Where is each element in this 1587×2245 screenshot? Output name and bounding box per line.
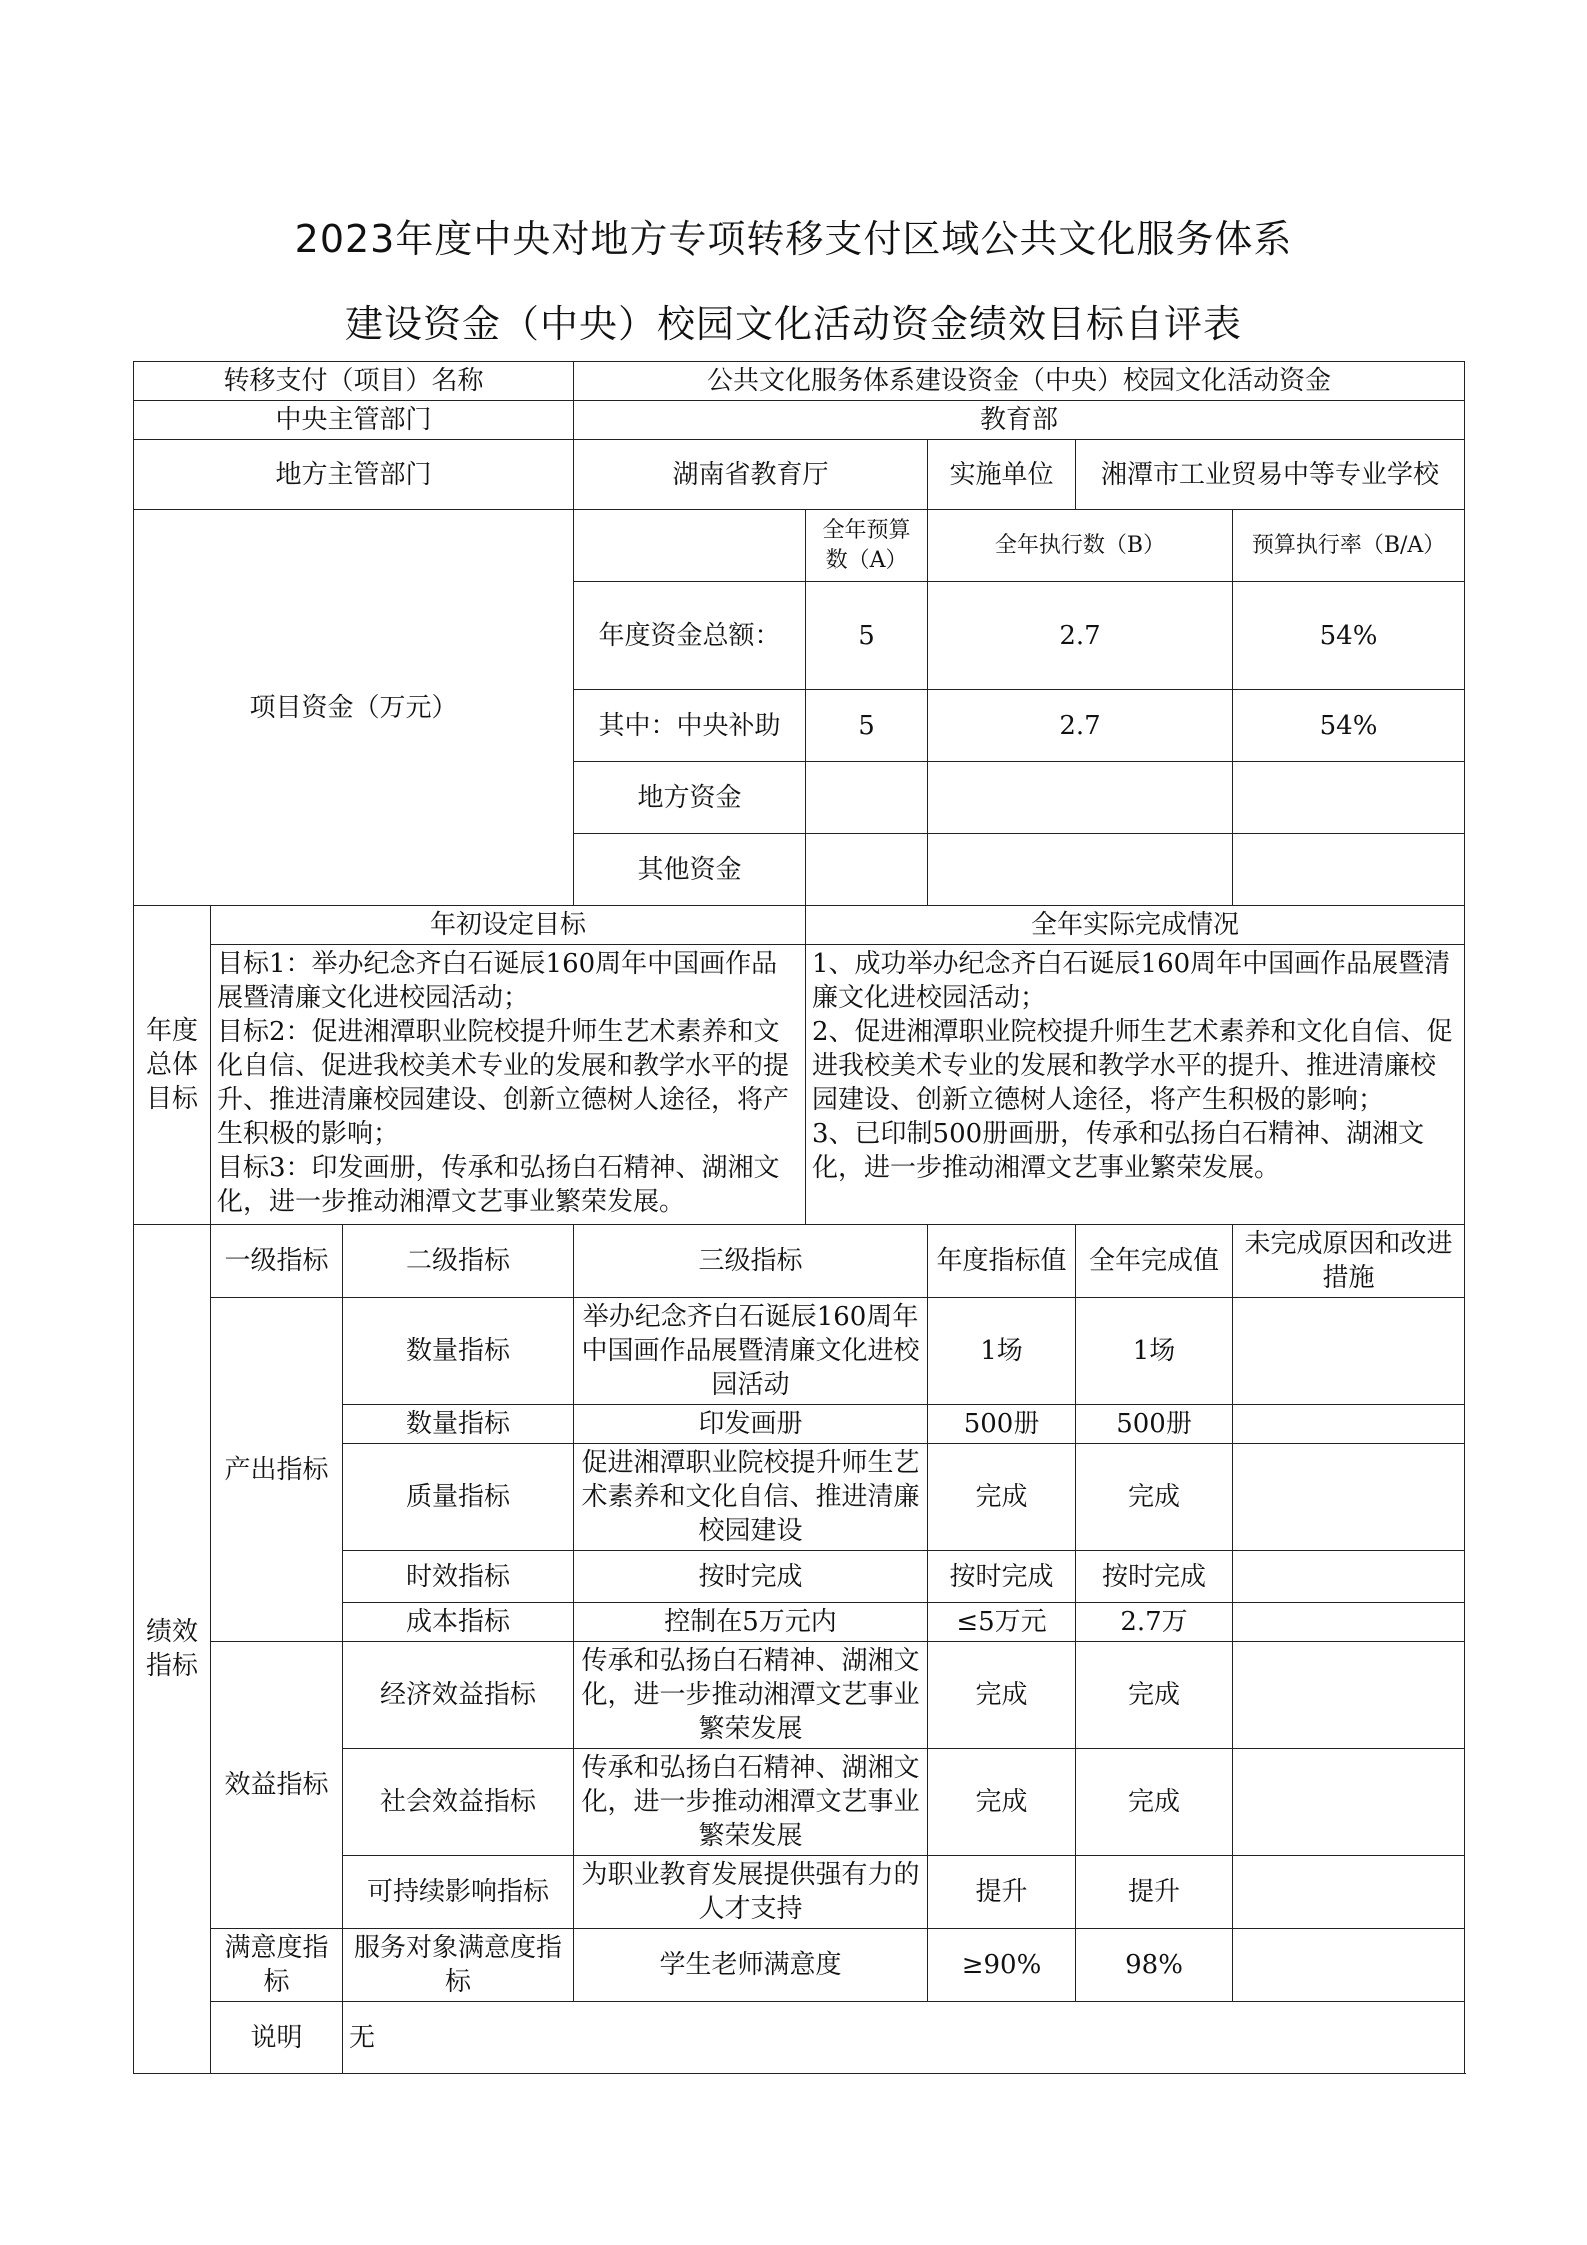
funds-header-blank (574, 510, 806, 582)
indicator-target: 完成 (928, 1749, 1076, 1856)
indicator-l3: 学生老师满意度 (574, 1929, 928, 2002)
funds-col-rate: 预算执行率（B/A） (1233, 510, 1465, 582)
central-dept-label: 中央主管部门 (134, 401, 574, 440)
indicator-target: ≥90% (928, 1929, 1076, 2002)
funds-row-name: 地方资金 (574, 762, 806, 834)
indicator-l2: 数量指标 (343, 1298, 574, 1405)
goals-label: 年度总体目标 (134, 906, 211, 1225)
goals-set-text: 目标1：举办纪念齐白石诞辰160周年中国画作品展暨清廉文化进校园活动； 目标2：促进湘潭职业院校提升师生艺术素养和文化自信、促进我校美术专业的发展和教学水平的提升、推进清廉校园建设、创新立德树人途径，将产生积极的影响； 目标3：印发画册，传承和弘扬白石精神、湖湘文化，进一步推动湘潭文艺事业繁荣发展。 (211, 945, 806, 1225)
indicator-target: 完成 (928, 1444, 1076, 1551)
indicator-target: 提升 (928, 1856, 1076, 1929)
funds-label: 项目资金（万元） (134, 510, 574, 906)
project-name-label: 转移支付（项目）名称 (134, 362, 574, 401)
indicator-l2: 经济效益指标 (343, 1642, 574, 1749)
indicator-l3: 印发画册 (574, 1405, 928, 1444)
funds-row-exec (928, 762, 1233, 834)
indicator-done: 按时完成 (1076, 1551, 1233, 1603)
indicator-reason (1233, 1642, 1465, 1749)
indicator-reason (1233, 1929, 1465, 2002)
funds-row-budget: 5 (806, 582, 928, 690)
indicator-done: 完成 (1076, 1749, 1233, 1856)
indicators-label: 绩效指标 (134, 1225, 211, 2074)
indicator-l2: 时效指标 (343, 1551, 574, 1603)
indicator-group-satisfaction: 满意度指标 (211, 1929, 343, 2002)
indicator-target: 按时完成 (928, 1551, 1076, 1603)
page-title-line-1: 2023年度中央对地方专项转移支付区域公共文化服务体系 (294, 217, 1293, 261)
local-dept-value: 湖南省教育厅 (574, 440, 928, 510)
indicators-col-l1: 一级指标 (211, 1225, 343, 1298)
local-dept-label: 地方主管部门 (134, 440, 574, 510)
indicator-l2: 服务对象满意度指标 (343, 1929, 574, 2002)
notes-label: 说明 (211, 2002, 343, 2074)
funds-row-name: 其中：中央补助 (574, 690, 806, 762)
indicator-l2: 成本指标 (343, 1603, 574, 1642)
indicator-l3: 举办纪念齐白石诞辰160周年中国画作品展暨清廉文化进校园活动 (574, 1298, 928, 1405)
funds-row-budget: 5 (806, 690, 928, 762)
indicator-l2: 可持续影响指标 (343, 1856, 574, 1929)
indicators-col-target: 年度指标值 (928, 1225, 1076, 1298)
indicator-reason (1233, 1444, 1465, 1551)
indicator-target: 500册 (928, 1405, 1076, 1444)
indicator-l3: 为职业教育发展提供强有力的人才支持 (574, 1856, 928, 1929)
indicator-l3: 传承和弘扬白石精神、湖湘文化，进一步推动湘潭文艺事业繁荣发展 (574, 1749, 928, 1856)
funds-row-budget (806, 762, 928, 834)
funds-row-budget (806, 834, 928, 906)
self-evaluation-table (133, 361, 1465, 2074)
impl-unit-label: 实施单位 (928, 440, 1076, 510)
indicators-col-reason: 未完成原因和改进措施 (1233, 1225, 1465, 1298)
goals-actual-text: 1、成功举办纪念齐白石诞辰160周年中国画作品展暨清廉文化进校园活动； 2、促进湘潭职业院校提升师生艺术素养和文化自信、促进我校美术专业的发展和教学水平的提升、推进清廉校园建设、创新立德树人途径，将产生积极的影响； 3、已印制500册画册，传承和弘扬白石精神、湖湘文化，进一步推动湘潭文艺事业繁荣发展。 (806, 945, 1465, 1225)
project-name-value: 公共文化服务体系建设资金（中央）校园文化活动资金 (574, 362, 1465, 401)
indicator-l3: 控制在5万元内 (574, 1603, 928, 1642)
indicator-done: 完成 (1076, 1444, 1233, 1551)
funds-row-name: 其他资金 (574, 834, 806, 906)
indicator-done: 完成 (1076, 1642, 1233, 1749)
funds-col-budget: 全年预算数（A） (806, 510, 928, 582)
funds-row-rate: 54% (1233, 690, 1465, 762)
funds-col-exec: 全年执行数（B） (928, 510, 1233, 582)
funds-row-exec: 2.7 (928, 582, 1233, 690)
indicator-l3: 促进湘潭职业院校提升师生艺术素养和文化自信、推进清廉校园建设 (574, 1444, 928, 1551)
indicator-reason (1233, 1551, 1465, 1603)
indicator-reason (1233, 1856, 1465, 1929)
indicator-l3: 传承和弘扬白石精神、湖湘文化，进一步推动湘潭文艺事业繁荣发展 (574, 1642, 928, 1749)
indicator-group-benefit: 效益指标 (211, 1642, 343, 1929)
indicator-group-output: 产出指标 (211, 1298, 343, 1642)
indicator-done: 提升 (1076, 1856, 1233, 1929)
indicator-l3: 按时完成 (574, 1551, 928, 1603)
indicator-target: 1场 (928, 1298, 1076, 1405)
funds-row-exec (928, 834, 1233, 906)
indicator-done: 2.7万 (1076, 1603, 1233, 1642)
indicator-reason (1233, 1405, 1465, 1444)
indicator-reason (1233, 1298, 1465, 1405)
notes-text: 无 (343, 2002, 1465, 2074)
indicators-col-l3: 三级指标 (574, 1225, 928, 1298)
indicators-col-l2: 二级指标 (343, 1225, 574, 1298)
indicator-done: 1场 (1076, 1298, 1233, 1405)
goals-col-set: 年初设定目标 (211, 906, 806, 945)
indicator-target: 完成 (928, 1642, 1076, 1749)
indicator-target: ≤5万元 (928, 1603, 1076, 1642)
indicator-done: 98% (1076, 1929, 1233, 2002)
indicator-reason (1233, 1749, 1465, 1856)
impl-unit-value: 湘潭市工业贸易中等专业学校 (1076, 440, 1465, 510)
funds-row-name: 年度资金总额： (574, 582, 806, 690)
funds-row-rate (1233, 762, 1465, 834)
indicator-reason (1233, 1603, 1465, 1642)
funds-row-exec: 2.7 (928, 690, 1233, 762)
indicator-l2: 数量指标 (343, 1405, 574, 1444)
funds-row-rate: 54% (1233, 582, 1465, 690)
indicator-l2: 质量指标 (343, 1444, 574, 1551)
indicator-done: 500册 (1076, 1405, 1233, 1444)
funds-row-rate (1233, 834, 1465, 906)
page-title-line-2: 建设资金（中央）校园文化活动资金绩效目标自评表 (344, 302, 1242, 346)
central-dept-value: 教育部 (574, 401, 1465, 440)
indicators-col-done: 全年完成值 (1076, 1225, 1233, 1298)
indicator-l2: 社会效益指标 (343, 1749, 574, 1856)
goals-col-actual: 全年实际完成情况 (806, 906, 1465, 945)
